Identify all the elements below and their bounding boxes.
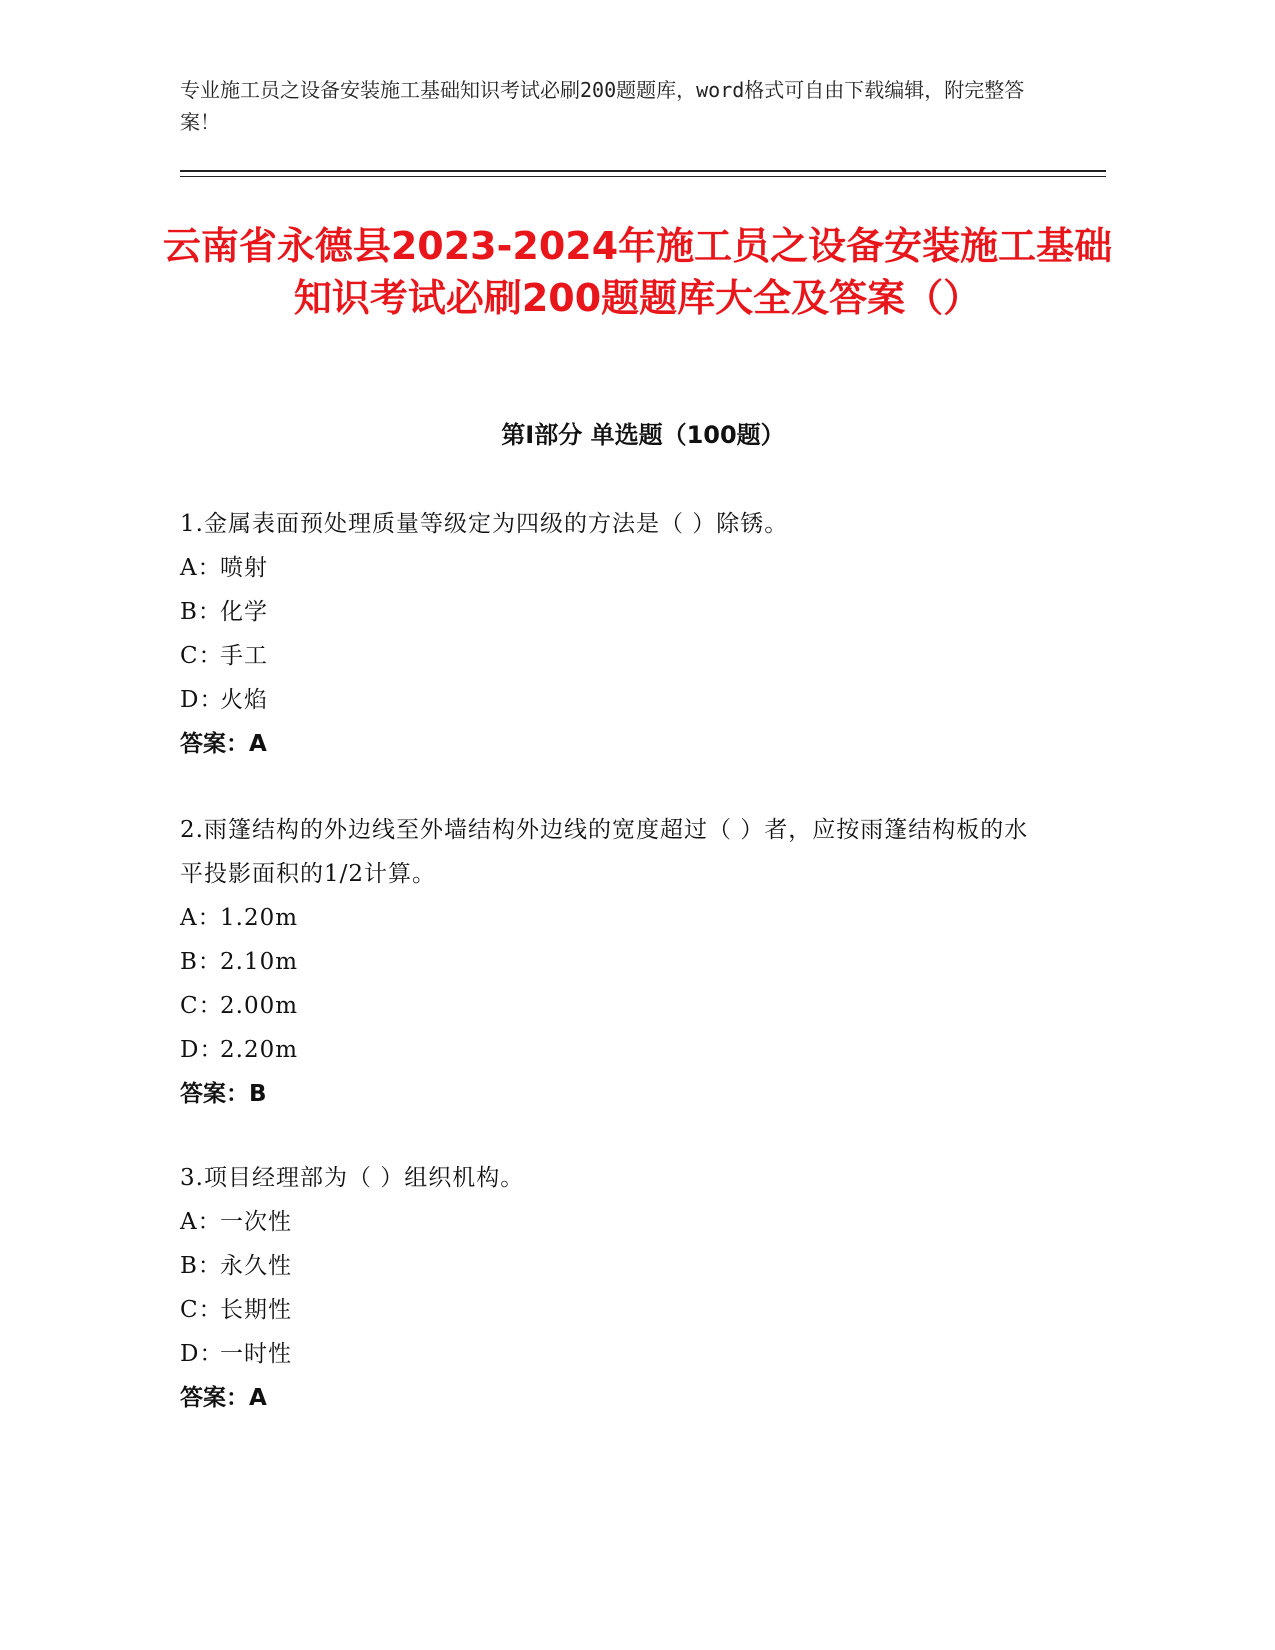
- option-d: [180, 1332, 1040, 1376]
- option-text: 2.00m: [220, 993, 299, 1019]
- question-stem: 3.项目经理部为（ ）组织机构。: [180, 1165, 525, 1191]
- option-a: [180, 1200, 1040, 1244]
- option-text: 手工: [220, 643, 268, 669]
- option-text: 1.20m: [220, 905, 299, 931]
- option-text: 火焰: [220, 687, 268, 713]
- option-key: A：: [180, 1209, 222, 1235]
- header-divider-thin: [180, 176, 1106, 177]
- option-key: B：: [180, 1253, 222, 1279]
- answer: 答案：A: [180, 1385, 267, 1411]
- option-text: 2.20m: [220, 1037, 299, 1063]
- answer: 答案：B: [180, 1081, 267, 1107]
- option-a: [180, 896, 1040, 940]
- option-text: 一时性: [220, 1341, 292, 1367]
- option-text: 长期性: [220, 1297, 292, 1323]
- option-a: [180, 546, 1040, 590]
- option-d: [180, 678, 1040, 722]
- option-key: D：: [180, 687, 224, 713]
- option-key: C：: [180, 1297, 223, 1323]
- option-key: C：: [180, 643, 223, 669]
- option-d: [180, 1028, 1040, 1072]
- answer: 答案：A: [180, 731, 267, 757]
- option-text: 一次性: [220, 1209, 292, 1235]
- option-text: 永久性: [220, 1253, 292, 1279]
- header-divider: [180, 170, 1106, 172]
- option-c: [180, 984, 1040, 1028]
- section-title: 第Ⅰ部分 单选题（100题）: [501, 421, 785, 449]
- option-key: D：: [180, 1037, 224, 1063]
- question-stem: 2.雨篷结构的外边线至外墙结构外边线的宽度超过（ ）者，应按雨篷结构板的水平投影面积的1/2计算。: [180, 817, 1029, 887]
- option-key: A：: [180, 905, 222, 931]
- option-b: [180, 1244, 1040, 1288]
- option-key: B：: [180, 599, 222, 625]
- option-c: [180, 1288, 1040, 1332]
- question-2: [180, 808, 1040, 1116]
- document-title: 云南省永德县2023-2024年施工员之设备安装施工基础知识考试必刷200题题库大全及答案（）: [162, 224, 1113, 320]
- option-text: 喷射: [220, 555, 268, 581]
- question-stem: 1.金属表面预处理质量等级定为四级的方法是（ ）除锈。: [180, 511, 789, 537]
- option-c: [180, 634, 1040, 678]
- question-1: [180, 502, 1040, 766]
- option-b: [180, 940, 1040, 984]
- question-3: [180, 1156, 1040, 1420]
- option-key: C：: [180, 993, 223, 1019]
- option-text: 化学: [220, 599, 268, 625]
- option-b: [180, 590, 1040, 634]
- option-key: D：: [180, 1341, 224, 1367]
- option-text: 2.10m: [220, 949, 299, 975]
- option-key: A：: [180, 555, 222, 581]
- header-note: 专业施工员之设备安装施工基础知识考试必刷200题题库，word格式可自由下载编辑，附完整答案！: [180, 78, 1025, 134]
- option-key: B：: [180, 949, 222, 975]
